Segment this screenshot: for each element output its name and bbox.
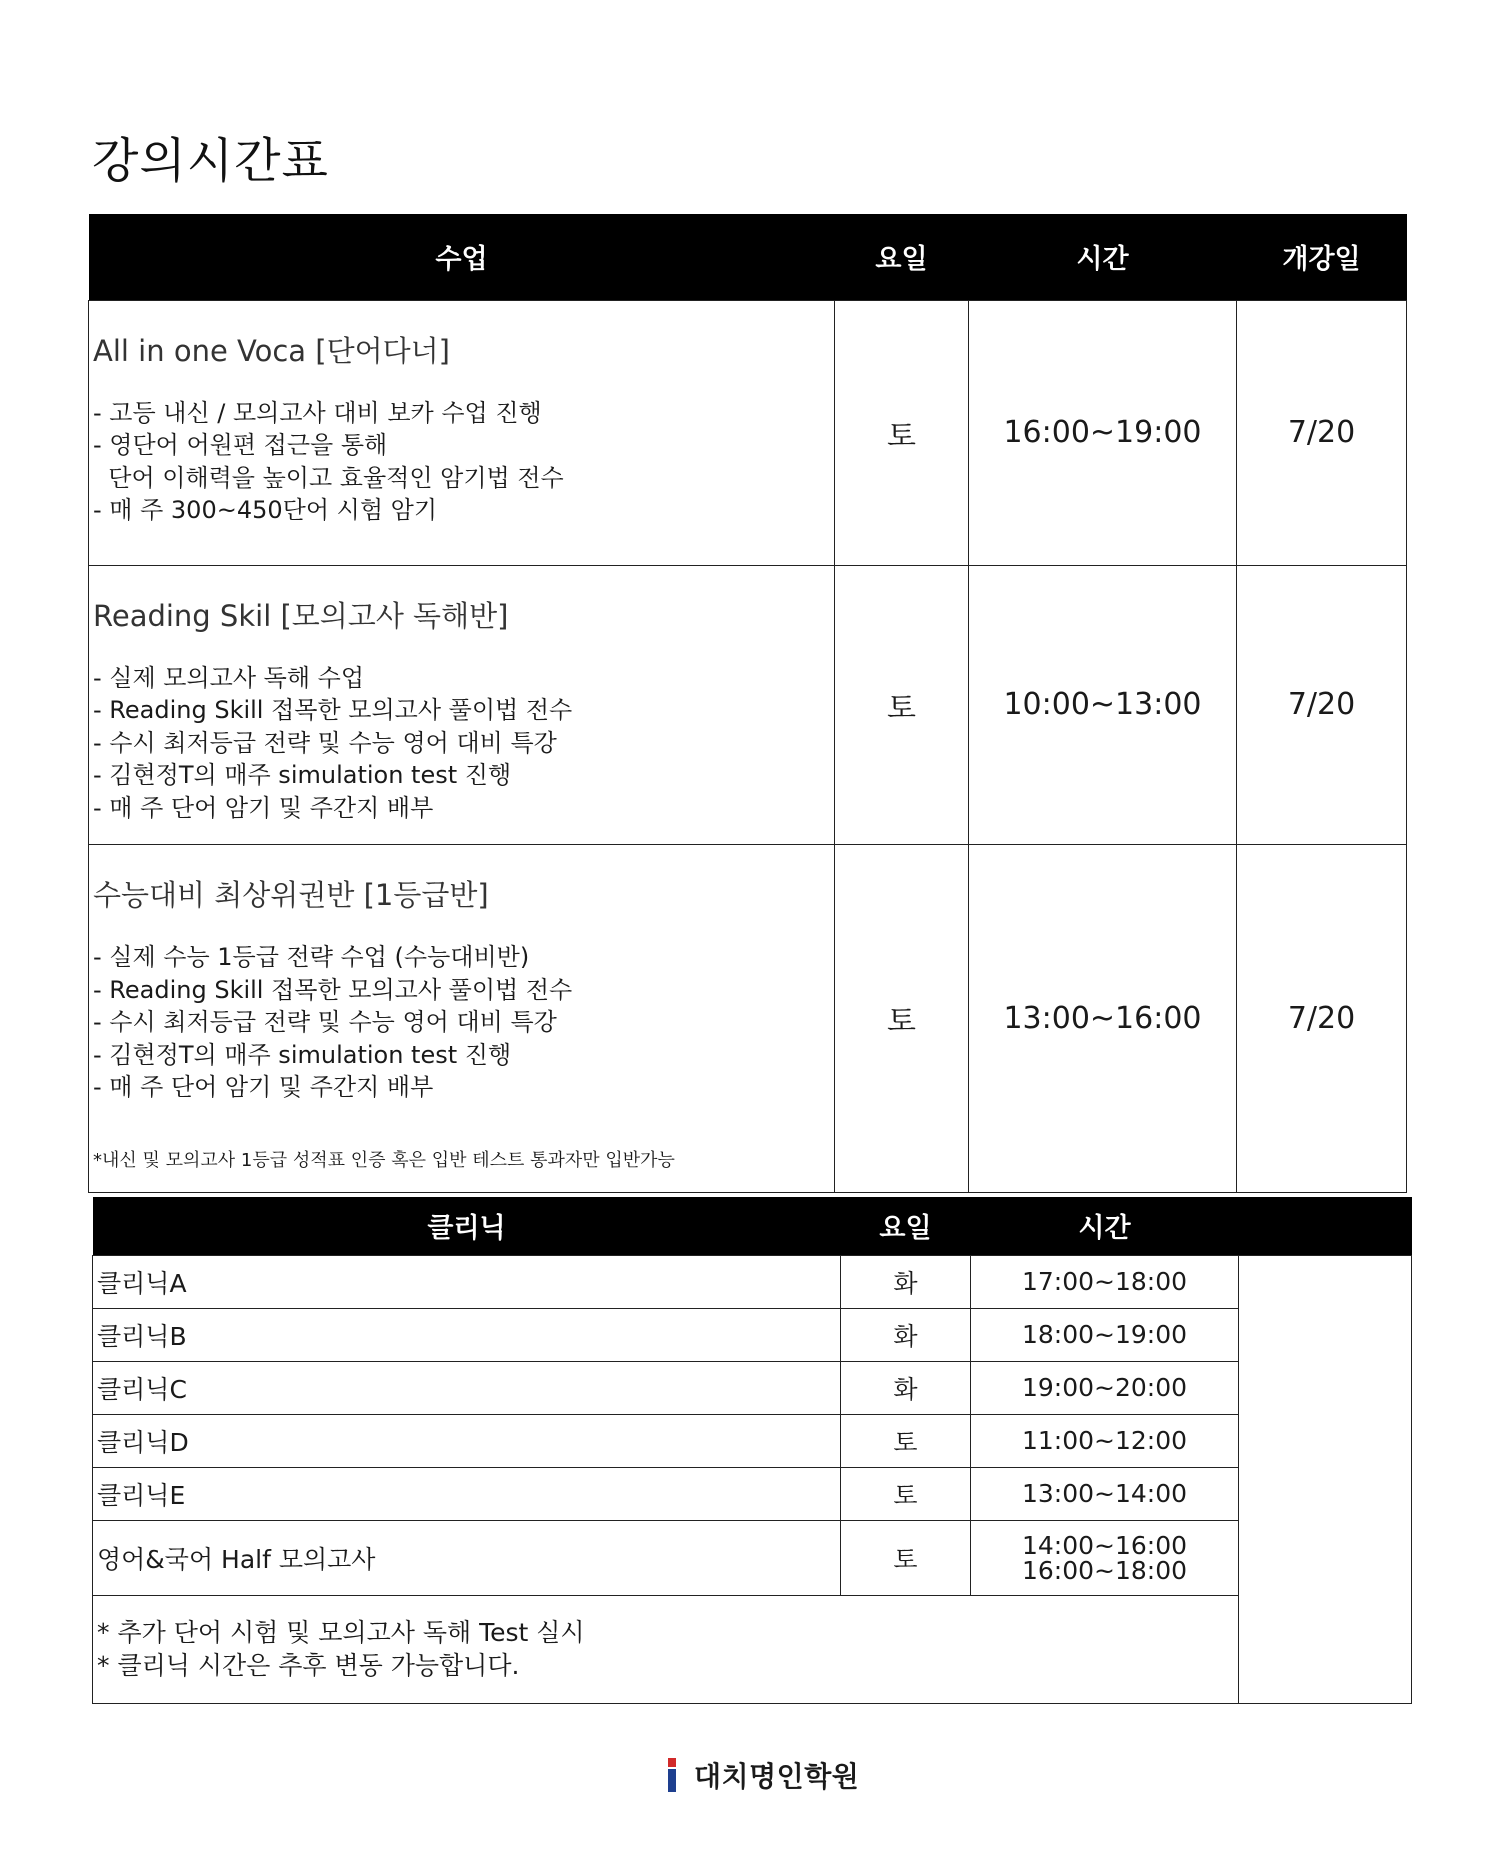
table-row	[89, 300, 1407, 565]
course-detail-list	[93, 941, 830, 1104]
time-line: 16:00~18:00	[1021, 1555, 1188, 1585]
time-cell: 18:00~19:00	[971, 1308, 1239, 1361]
time-cell: 13:00~16:00	[969, 845, 1237, 1193]
day-cell: 토	[835, 845, 969, 1193]
course-title: All in one Voca [단어다너]	[93, 333, 450, 368]
start-date-cell: 7/20	[1237, 565, 1407, 845]
course-detail-line: 단어 이해력을 높이고 효율적인 암기법 전수	[93, 463, 564, 492]
day-cell: 토	[841, 1414, 971, 1467]
page-title: 강의시간표	[92, 133, 329, 189]
day-cell: 화	[841, 1308, 971, 1361]
course-detail-line: - 수시 최저등급 전략 및 수능 영어 대비 특강	[93, 728, 557, 757]
course-detail-line: - 매 주 단어 암기 및 주간지 배부	[93, 793, 434, 822]
course-detail-line: - 수시 최저등급 전략 및 수능 영어 대비 특강	[93, 1008, 557, 1036]
clinic-name: 클리닉A	[93, 1255, 841, 1308]
clinic-name: 클리닉B	[93, 1308, 841, 1361]
course-note: *내신 및 모의고사 1등급 성적표 인증 혹은 입반 테스트 통과자만 입반가능	[93, 1149, 675, 1171]
header-day: 요일	[841, 1197, 971, 1255]
course-detail-line: - Reading Skill 접목한 모의고사 풀이법 전수	[93, 696, 573, 724]
lecture-table	[88, 214, 1407, 1193]
notes-row	[93, 1595, 1412, 1703]
course-detail-line: - 매 주 단어 암기 및 주간지 배부	[93, 1073, 434, 1101]
header-day: 요일	[835, 214, 969, 300]
course-description	[89, 565, 835, 845]
logo-mark-red-block	[668, 1758, 676, 1767]
table-row	[93, 1255, 1412, 1308]
course-description	[89, 300, 835, 565]
logo-text: 대치명인학원	[694, 1760, 860, 1793]
time-cell: 10:00~13:00	[969, 565, 1237, 845]
course-detail-line: - 매 주 300~450단어 시험 암기	[93, 496, 438, 524]
header-time: 시간	[971, 1197, 1239, 1255]
clinic-name: 클리닉E	[93, 1467, 841, 1520]
empty-cell	[1239, 1255, 1412, 1703]
course-detail-line: - 고등 내신 / 모의고사 대비 보카 수업 진행	[93, 398, 542, 427]
course-detail-line: - 김현정T의 매주 simulation test 진행	[93, 1040, 512, 1069]
header-empty	[1239, 1197, 1412, 1255]
lecture-header-row	[89, 214, 1407, 300]
time-cell	[971, 1520, 1239, 1595]
day-cell: 토	[841, 1467, 971, 1520]
time-cell: 19:00~20:00	[971, 1361, 1239, 1414]
course-detail-line: - 실제 모의고사 독해 수업	[93, 663, 365, 692]
course-detail-list	[93, 662, 830, 825]
table-row	[93, 1414, 1412, 1467]
time-cell: 11:00~12:00	[971, 1414, 1239, 1467]
course-description	[89, 845, 835, 1193]
start-date-cell: 7/20	[1237, 845, 1407, 1193]
header-clinic: 클리닉	[93, 1197, 841, 1255]
academy-logo	[658, 1755, 859, 1795]
course-detail-line: - 김현정T의 매주 simulation test 진행	[93, 761, 512, 789]
table-row	[93, 1308, 1412, 1361]
course-title: Reading Skil [모의고사 독해반]	[93, 598, 509, 633]
course-detail-line: - 실제 수능 1등급 전략 수업 (수능대비반)	[93, 943, 530, 971]
table-row	[93, 1520, 1412, 1595]
header-start-date: 개강일	[1237, 214, 1407, 300]
time-cell: 13:00~14:00	[971, 1467, 1239, 1520]
day-cell: 화	[841, 1255, 971, 1308]
day-cell: 토	[835, 300, 969, 565]
header-course: 수업	[89, 214, 835, 300]
table-row	[93, 1467, 1412, 1520]
clinic-notes	[93, 1595, 1239, 1703]
time-cell: 16:00~19:00	[969, 300, 1237, 565]
table-row	[89, 845, 1407, 1193]
note-line: * 클리닉 시간은 추후 변동 가능합니다.	[97, 1651, 520, 1680]
course-detail-list	[93, 397, 830, 527]
day-cell: 토	[835, 565, 969, 845]
day-cell: 토	[841, 1520, 971, 1595]
clinic-table	[92, 1197, 1412, 1704]
time-cell: 17:00~18:00	[971, 1255, 1239, 1308]
course-detail-line: - Reading Skill 접목한 모의고사 풀이법 전수	[93, 975, 573, 1004]
clinic-name: 클리닉D	[93, 1414, 841, 1467]
course-detail-line: - 영단어 어원편 접근을 통해	[93, 431, 388, 459]
note-line: * 추가 단어 시험 및 모의고사 독해 Test 실시	[97, 1618, 585, 1647]
start-date-cell: 7/20	[1237, 300, 1407, 565]
table-row	[93, 1361, 1412, 1414]
time-line: 14:00~16:00	[1021, 1530, 1188, 1560]
clinic-name: 클리닉C	[93, 1361, 841, 1414]
day-cell: 화	[841, 1361, 971, 1414]
header-time: 시간	[969, 214, 1237, 300]
logo-mark-icon	[658, 1758, 686, 1792]
logo-mark-blue-block	[668, 1769, 676, 1792]
clinic-name: 영어&국어 Half 모의고사	[93, 1520, 841, 1595]
clinic-header-row	[93, 1197, 1412, 1255]
course-title: 수능대비 최상위권반 [1등급반]	[93, 878, 489, 912]
table-row	[89, 565, 1407, 845]
